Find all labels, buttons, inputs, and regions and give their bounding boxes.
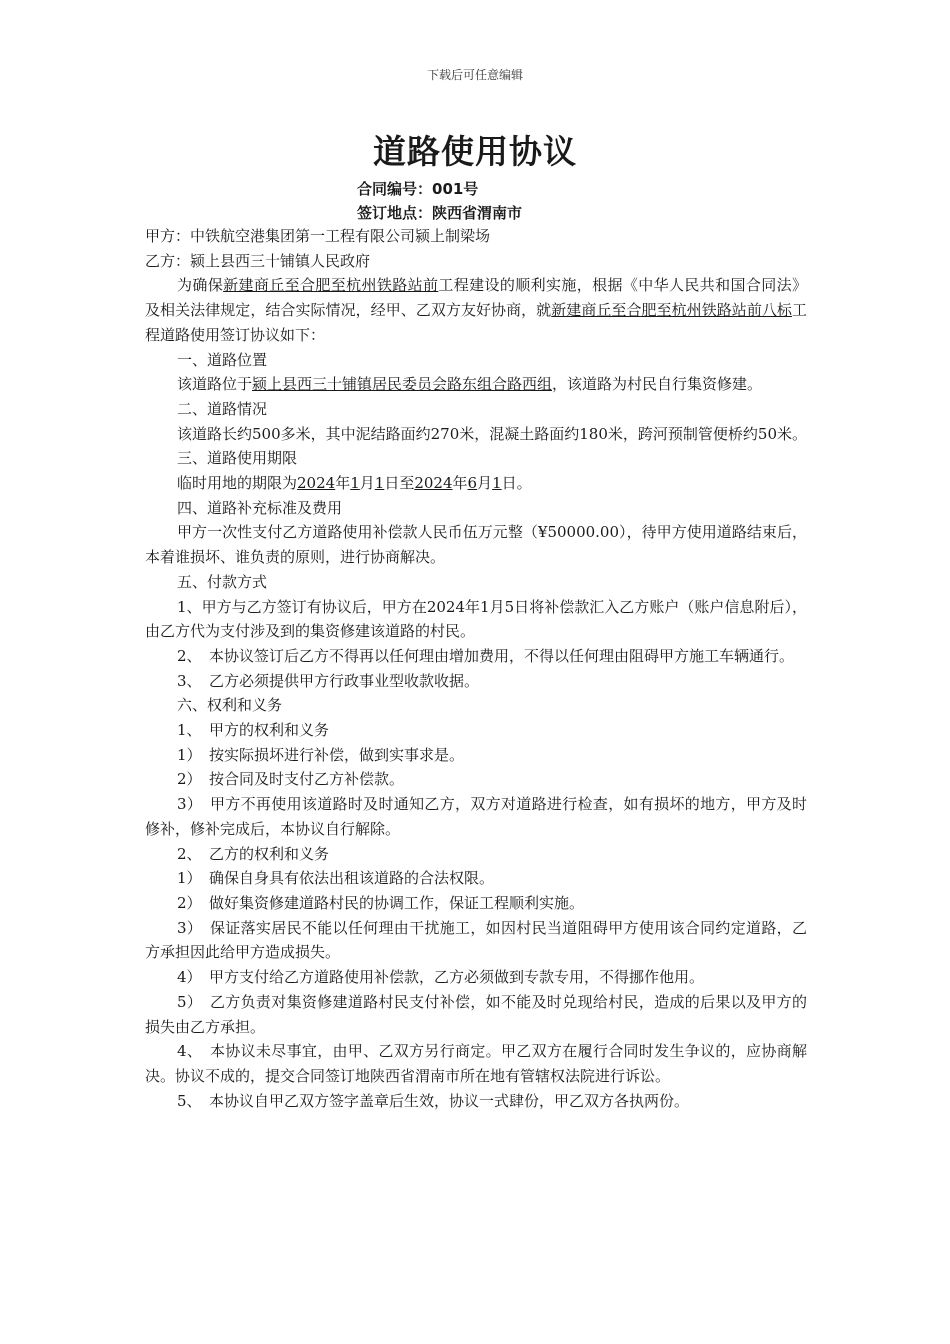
section-1-body: 该道路位于颍上县西三十铺镇居民委员会路东组合路西组，该道路为村民自行集资修建。 (177, 375, 763, 394)
party-a: 甲方：中铁航空港集团第一工程有限公司颍上制梁场 (145, 227, 491, 245)
section-2-body: 该道路长约500多米，其中泥结路面约270米，混凝土路面约180米，跨河预制管便桥约50米。 (177, 424, 807, 443)
party-b-duty: 5） 乙方负责对集资修建道路村民支付补偿，如不能及时兑现给村民，造成的后果以及甲方的损失由乙方承担。 (145, 992, 807, 1036)
section-3-title: 三、道路使用期限 (177, 449, 298, 468)
section-4-title: 四、道路补充标准及费用 (177, 498, 343, 517)
clause-dispute: 4、 本协议未尽事宜，由甲、乙双方另行商定。甲乙双方在履行合同时发生争议的，应协商解决。协议不成的，提交合同签订地陕西省渭南市所在地有管辖权法院进行诉讼。 (145, 1042, 807, 1085)
section-4-body: 甲方一次性支付乙方道路使用补偿款人民币伍万元整（¥50000.00），待甲方使用道路结束后，本着谁损坏、谁负责的原则，进行协商解决。 (145, 523, 807, 567)
party-b-duties-title: 2、 乙方的权利和义务 (177, 844, 330, 863)
header-note: 下载后可任意编辑 (426, 68, 523, 82)
party-a-duty: 2） 按合同及时支付乙方补偿款。 (177, 770, 405, 789)
party-b-duty: 3） 保证落实居民不能以任何理由干扰施工，如因村民当道阻碍甲方使用该合同约定道路，乙方承担因此给甲方造成损失。 (145, 918, 807, 962)
document-body (145, 224, 807, 1113)
clause-effect: 5、 本协议自甲乙双方签字盖章后生效，协议一式肆份，甲乙双方各执两份。 (177, 1091, 690, 1110)
section-6-title: 六、权利和义务 (177, 696, 283, 715)
contract-number: 合同编号：001号 (357, 180, 479, 198)
party-b-duty: 4） 甲方支付给乙方道路使用补偿款，乙方必须做到专款专用，不得挪作他用。 (177, 968, 705, 987)
section-3-body: 临时用地的期限为2024年1月1日至2024年6月1日。 (177, 474, 532, 493)
document-title: 道路使用协议 (373, 132, 577, 171)
section-5-item: 2、 本协议签订后乙方不得再以任何理由增加费用，不得以任何理由阻碍甲方施工车辆通行。 (177, 646, 795, 665)
section-5-title: 五、付款方式 (177, 572, 268, 591)
intro-paragraph: 为确保新建商丘至合肥至杭州铁路站前工程建设的顺利实施，根据《中华人民共和国合同法》及相关法律规定，结合实际情况，经甲、乙双方友好协商，就新建商丘至合肥至杭州铁路站前八标工程道路使用签订协议如下： (145, 276, 807, 344)
section-1-title: 一、道路位置 (177, 350, 268, 369)
party-b-duty: 2） 做好集资修建道路村民的协调工作，保证工程顺利实施。 (177, 893, 585, 912)
party-a-duty: 3） 甲方不再使用该道路时及时通知乙方，双方对道路进行检查，如有损坏的地方，甲方及时修补，修补完成后，本协议自行解除。 (145, 795, 807, 838)
party-b-duty: 1） 确保自身具有依法出租该道路的合法权限。 (177, 869, 495, 888)
section-2-title: 二、道路情况 (177, 399, 268, 418)
section-5-item: 1、甲方与乙方签订有协议后，甲方在2024年1月5日将补偿款汇入乙方账户（账户信息附后），由乙方代为支付涉及到的集资修建该道路的村民。 (145, 597, 807, 641)
party-a-duty: 1） 按实际损坏进行补偿，做到实事求是。 (177, 745, 465, 764)
party-b: 乙方：颍上县西三十铺镇人民政府 (145, 251, 371, 270)
section-5-item: 3、 乙方必须提供甲方行政事业型收款收据。 (177, 671, 480, 690)
party-a-duties-title: 1、 甲方的权利和义务 (177, 721, 330, 740)
sign-place: 签订地点：陕西省渭南市 (357, 204, 523, 222)
